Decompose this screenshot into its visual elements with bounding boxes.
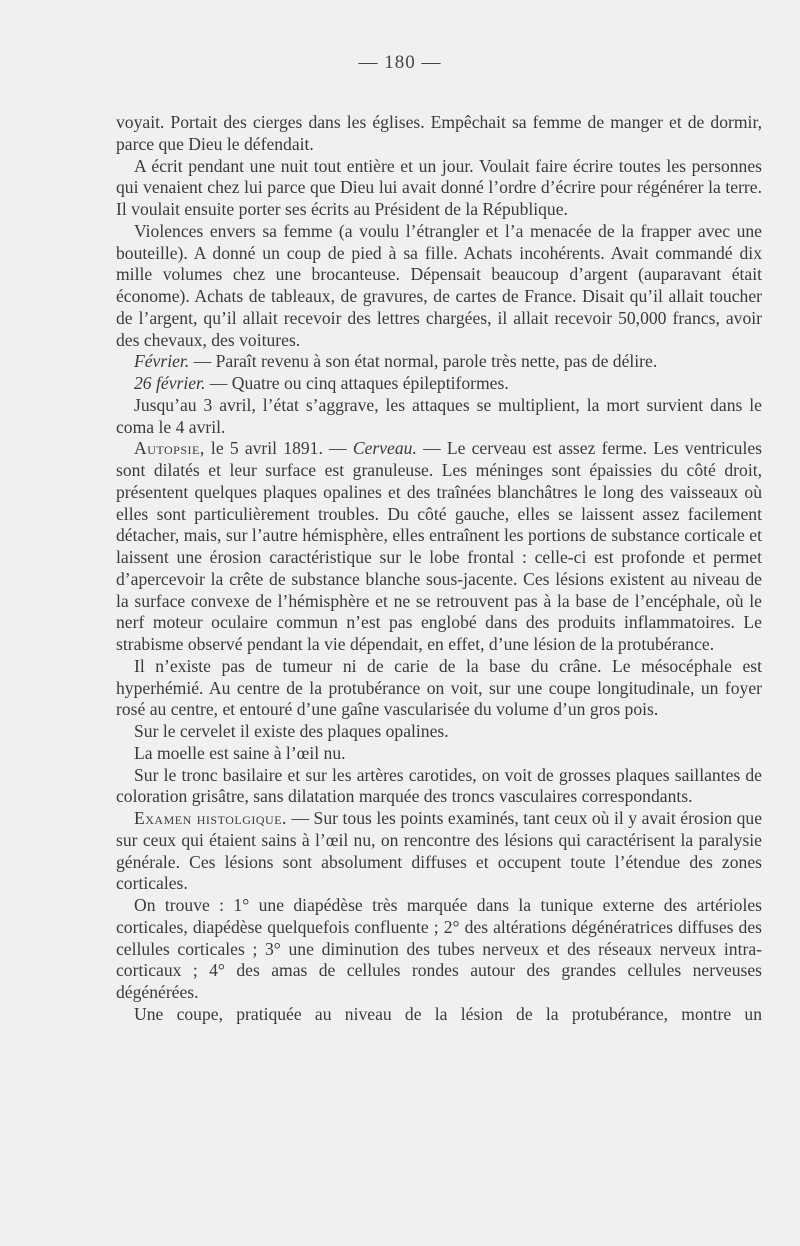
- date-heading: Février.: [134, 351, 190, 372]
- paragraph: Février. — Paraît revenu à son état normal, parole très nette, pas de délire.: [134, 351, 658, 372]
- paragraph: A écrit pendant une nuit tout entière et un jour. Voulait faire écrire toutes les personnes qui venaient chez lui parce que Dieu lui avait donné l’ordre d’écrire pour régénérer la terre. Il voulait ensuite porter ses écrits au Président de la République.: [116, 155, 762, 219]
- paragraph: La moelle est saine à l’œil nu.: [134, 742, 346, 763]
- paragraph: Jusqu’au 3 avril, l’état s’aggrave, les attaques se multiplient, la mort survient dans le coma le 4 avril.: [116, 394, 762, 437]
- paragraph: Il n’existe pas de tumeur ni de carie de la base du crâne. Le mésocéphale est hyperhémié. Au centre de la protubérance on voit, sur une coupe longitudinale, un foyer rosé au centre, et entouré d’une gaîne vascularisée du volume d’un gros pois.: [116, 655, 762, 720]
- paragraph: Violences envers sa femme (a voulu l’étrangler et l’a menacée de la frapper avec une bouteille). A donné un coup de pied à sa fille. Achats incohérents. Avait commandé dix mille volumes chez une brocanteuse. Dépensait beaucoup d’argent (auparavant était économe). Achats de tableaux, de gravures, de cartes de France. Disait qu’il allait toucher de l’argent, qu’il allait recevoir des lettres chargées, il allait recevoir 50,000 francs, avoir des chevaux, des voitures.: [116, 220, 762, 350]
- paragraph: Examen histolgique. — Sur tous les points examinés, tant ceux où il y avait érosion que sur ceux qui étaient sains à l’œil nu, on rencontre des lésions qui caractérisent la paralysie générale. Ces lésions sont absolument diffuses et occupent toute l’étendue des zones corticales.: [116, 808, 762, 894]
- section-heading: Autopsie,: [134, 438, 205, 459]
- section-heading: Examen histolgique.: [134, 808, 287, 828]
- page-number: — 180 —: [358, 52, 442, 73]
- paragraph: Autopsie, le 5 avril 1891. — Cerveau. — Le cerveau est assez ferme. Les ventricules sont dilatés et leur surface est granuleuse. Les méninges sont épaissies du côté droit, présentent quelques plaques opalines et des traînées blanchâtres le long des vaisseaux où elles sont particulièrement troubles. Du côté gauche, elles se laissent assez facilement détacher, mais, sur l’autre hémisphère, elles entraînent les portions de substance corticale et laissent une érosion caractéristique sur le lobe frontal : celle-ci est profonde et permet d’apercevoir la crête de substance blanche sous-jacente. Ces lésions existent au niveau de la surface convexe de l’hémisphère et ne se retrouvent pas à la base de l’encéphale, où le nerf moteur oculaire commun n’est pas englobé dans des produits inflammatoires. Le strabisme observé pendant la vie dépendait, en effet, d’une lésion de la protubérance.: [116, 438, 762, 654]
- body-text: [116, 112, 762, 1026]
- paragraph: Une coupe, pratiquée au niveau de la lésion de la protubérance, montre un: [134, 1003, 762, 1024]
- subsection-heading: Cerveau.: [352, 438, 417, 459]
- date-heading: 26 février.: [134, 373, 206, 393]
- paragraph: Sur le tronc basilaire et sur les artères carotides, on voit de grosses plaques saillantes de coloration grisâtre, sans dilatation marquée des troncs vasculaires correspondants.: [116, 764, 762, 807]
- paragraph: On trouve : 1° une diapédèse très marquée dans la tunique externe des artérioles corticales, diapédèse quelquefois confluente ; 2° des altérations dégénératrices diffuses des cellules corticales ; 3° une diminution des tubes nerveux et des réseaux nerveux intra-corticaux ; 4° des amas de cellules rondes autour des grandes cellules nerveuses dégénérées.: [116, 895, 762, 1002]
- paragraph: 26 février. — Quatre ou cinq attaques épileptiformes.: [134, 373, 509, 393]
- paragraph: voyait. Portait des cierges dans les églises. Empêchait sa femme de manger et de dormir, parce que Dieu le défendait.: [116, 112, 762, 154]
- paragraph: Sur le cervelet il existe des plaques opalines.: [134, 721, 449, 741]
